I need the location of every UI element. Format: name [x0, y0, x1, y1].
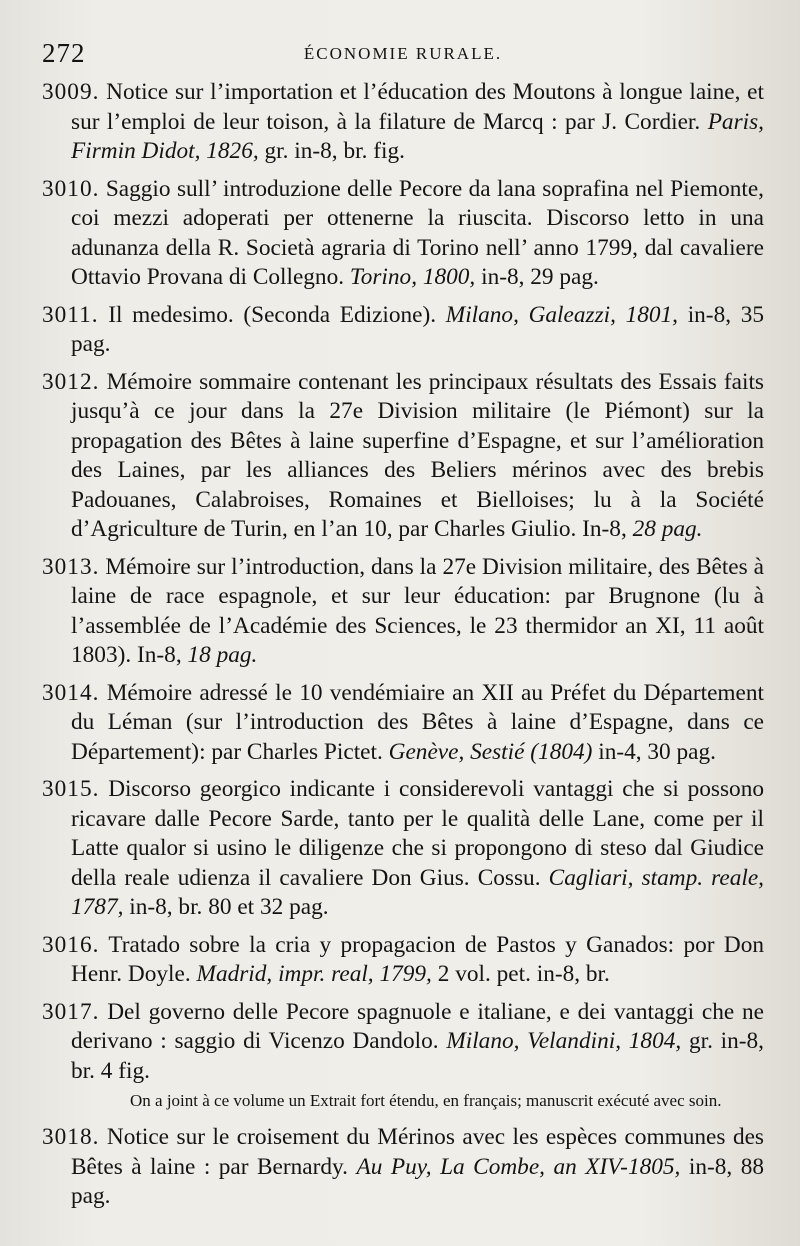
entry-3011	[42, 301, 764, 360]
entry-imprint: Cagliari, stamp. reale, 1787,	[71, 864, 764, 920]
entry-tail: gr. in-8, br. 4 fig.	[71, 1028, 765, 1084]
entry-text: Del governo delle Pecore spagnuole e italiane, e dei vantaggi che ne derivano : saggio di Vicenzo Dandolo.	[71, 998, 765, 1054]
entry-number: 3012.	[42, 368, 100, 395]
entry-text: Notice sur l’importation et l’éducation des Moutons à longue laine, et sur l’emploi de leur toison, à la filature de Marcq : par J. Cordier.	[71, 79, 764, 135]
entry-number: 3016.	[42, 931, 100, 958]
entry-tail: in-4, 30 pag.	[598, 738, 716, 765]
entry-imprint: 28 pag.	[632, 516, 703, 542]
entry-text: Mémoire adressé le 10 vendémiaire an XII au Préfet du Département du Léman (sur l’introduction des Bêtes à laine d’Espagne, dans ce Département): par Charles Pictet.	[71, 679, 764, 765]
entry-imprint: Milano, Galeazzi, 1801,	[445, 301, 679, 328]
entry-text: Discorso georgico indicante i considerevoli vantaggi che si possono ricavare dalle Pecore Sarde, tanto per le qualità delle Lane, come per il Latte qualor si usino le diligenze che si propongono di steso dal Giudice della reale udienza il cavaliere Don Gius. Cossu.	[71, 776, 764, 891]
entry-3012	[42, 368, 764, 545]
entry-tail: in-8, 35 pag.	[71, 301, 764, 357]
entry-imprint: Milano, Velandini, 1804,	[446, 1028, 682, 1054]
entry-number: 3010.	[42, 175, 100, 202]
entry-3013	[42, 553, 764, 671]
entry-text: Mémoire sommaire contenant les principaux résultats des Essais faits jusqu’à ce jour dans la 27e Division militaire (le Piémont) sur la propagation des Bêtes à laine superfine d’Espagne, et sur l’amélioration des Laines, par les alliances des Beliers mérinos avec des brebis Padouanes, Calabroises, Romaines et Bielloises; lu à la Société d’Agriculture de Turin, en l’an 10, par Charles Giulio. In-8,	[71, 368, 765, 542]
entry-number: 3015.	[42, 776, 100, 802]
entry-text: Saggio sull’ introduzione delle Pecore da lana soprafina nel Piemonte, coi mezzi adoperati per ottenerne la riuscita. Discorso letto in una adunanza della R. Società agraria di Torino nell’ anno 1799, dal cavaliere Ottavio Provana di Collegno.	[71, 175, 765, 290]
entry-text: Tratado sobre la cria y propagacion de Pastos y Ganados: por Don Henr. Doyle.	[71, 931, 765, 987]
entry-text: Notice sur le croisement du Mérinos avec les espèces communes des Bêtes à laine : par Bernardy.	[71, 1124, 765, 1180]
page-number: 272	[42, 38, 86, 68]
entry-tail: in-8, br. 80 et 32 pag.	[129, 894, 329, 920]
entry-3017	[42, 998, 764, 1087]
bibliography-entries	[42, 78, 764, 1212]
entry-number: 3009.	[42, 79, 100, 105]
page-header	[42, 38, 764, 78]
entry-number: 3017.	[42, 998, 100, 1025]
entry-number: 3014.	[42, 679, 100, 706]
entry-3017-note: On a joint à ce volume un Extrait fort étendu, en français; manuscrit exécuté avec soin.	[130, 1091, 722, 1110]
entry-text: Mémoire sur l’introduction, dans la 27e Division militaire, des Bêtes à laine de race espagnole, et sur leur éducation: par Brugnone (lu à l’assemblée de l’Académie des Sciences, le 23 thermidor an XI, 11 août 1803). In-8,	[71, 553, 764, 668]
entry-number: 3018.	[42, 1124, 100, 1150]
entry-3018	[42, 1123, 764, 1212]
entry-imprint: Genève, Sestié (1804)	[388, 738, 593, 765]
entry-imprint: Madrid, impr. real, 1799,	[196, 961, 432, 987]
entry-imprint: 18 pag.	[187, 642, 258, 668]
entry-3009	[42, 78, 764, 167]
entry-text: Il medesimo. (Seconda Edizione).	[108, 301, 437, 328]
entry-number: 3013.	[42, 553, 100, 580]
entry-number: 3011.	[42, 301, 99, 328]
entry-3014	[42, 679, 764, 768]
entry-imprint: Paris, Firmin Didot, 1826,	[71, 108, 764, 164]
entry-imprint: Au Puy, La Combe, an XIV-1805,	[356, 1153, 681, 1180]
entry-tail: in-8, 29 pag.	[481, 264, 599, 290]
entry-3010	[42, 175, 764, 293]
entry-3015	[42, 775, 764, 923]
entry-3016	[42, 931, 764, 990]
running-head: ÉCONOMIE RURALE.	[303, 44, 503, 63]
entry-tail: 2 vol. pet. in-8, br.	[437, 961, 610, 987]
entry-tail: gr. in-8, br. fig.	[264, 138, 405, 164]
entry-tail: in-8, 88 pag.	[71, 1153, 764, 1209]
entry-imprint: Torino, 1800,	[349, 264, 476, 290]
